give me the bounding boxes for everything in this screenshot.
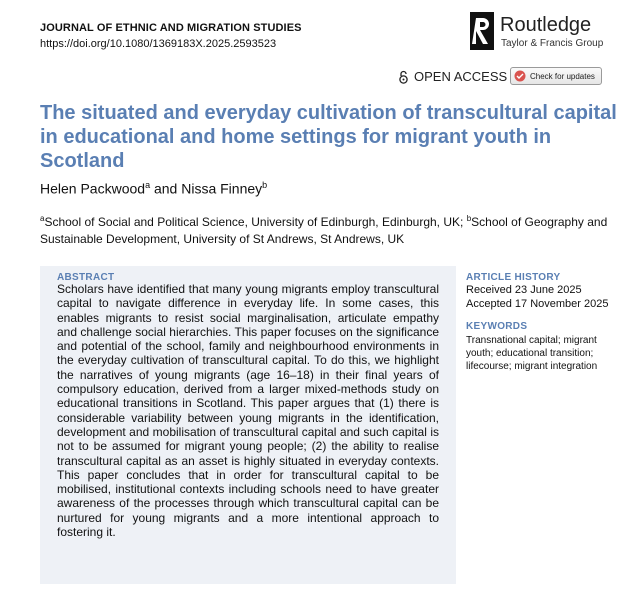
- open-access-text: OPEN ACCESS: [414, 69, 508, 84]
- author-name[interactable]: Helen Packwood: [40, 180, 146, 197]
- routledge-logo-icon: [470, 12, 494, 50]
- author-name[interactable]: Nissa Finney: [181, 180, 263, 197]
- affiliations: [40, 210, 620, 248]
- author-separator: and: [150, 180, 182, 197]
- keywords-heading: KEYWORDS: [466, 321, 528, 332]
- open-access-label: [398, 69, 507, 84]
- publisher-group: Taylor & Francis Group: [501, 38, 604, 49]
- article-title: The situated and everyday cultivation of transcultural capital in educational and home settings for migrant youth in Scotland: [40, 102, 617, 172]
- accepted-date: Accepted 17 November 2025: [466, 298, 609, 310]
- check-updates-button[interactable]: [510, 67, 602, 85]
- article-sidebar: [466, 272, 626, 373]
- author-list: [40, 180, 267, 197]
- journal-name: JOURNAL OF ETHNIC AND MIGRATION STUDIES: [40, 22, 302, 34]
- check-updates-icon: [514, 70, 526, 82]
- received-date: Received 23 June 2025: [466, 284, 582, 296]
- doi-link[interactable]: https://doi.org/10.1080/1369183X.2025.2593523: [40, 38, 277, 50]
- abstract-heading: ABSTRACT: [57, 272, 115, 283]
- affiliation-b: School of Geography and Sustainable Development, University of St Andrews, St Andrews, UK: [40, 215, 608, 246]
- open-access-lock-icon: [398, 70, 409, 84]
- publisher-name: Routledge: [500, 14, 592, 36]
- check-updates-label: Check for updates: [530, 71, 595, 81]
- publisher-logo[interactable]: [470, 12, 620, 52]
- keywords-list: Transnational capital; migrant youth; educational transition; lifecourse; migrant integration: [466, 335, 598, 372]
- affil-mark: b: [466, 214, 472, 223]
- affiliation-a: School of Social and Political Science, University of Edinburgh, Edinburgh, UK;: [44, 215, 467, 229]
- author-affil-mark: b: [262, 180, 268, 190]
- abstract-body: Scholars have identified that many young migrants employ transcultural capital to navigate difference in everyday life. In some cases, this enables migrants to resist social marginalisation, articulate empathy and challenge social hierarchies. This paper focuses on the significance and potential of the school, family and neighbourhood environments in the everyday cultivation of transcultural capital. To do this, we highlight the narratives of young migrants (age 16–18) in their final years of compulsory education, derived from a larger mixed-methods study on educational transitions in Scotland. This paper argues that (1) there is considerable variability between young migrants in the identification, development and mobilisation of transcultural capital and such capital is not to be assumed for migrant young people; (2) the ability to realise transcultural capital as an asset is highly situated in everyday contexts. This paper concludes that in order for transcultural capital to be mobilised, institutional contexts including schools need to have greater awareness of the processes through which transcultural capital can be nurtured for young migrants and a more intentional approach to fostering it.: [57, 282, 439, 540]
- author-affil-mark: a: [145, 180, 151, 190]
- history-heading: ARTICLE HISTORY: [466, 272, 561, 283]
- affil-mark: a: [40, 214, 45, 223]
